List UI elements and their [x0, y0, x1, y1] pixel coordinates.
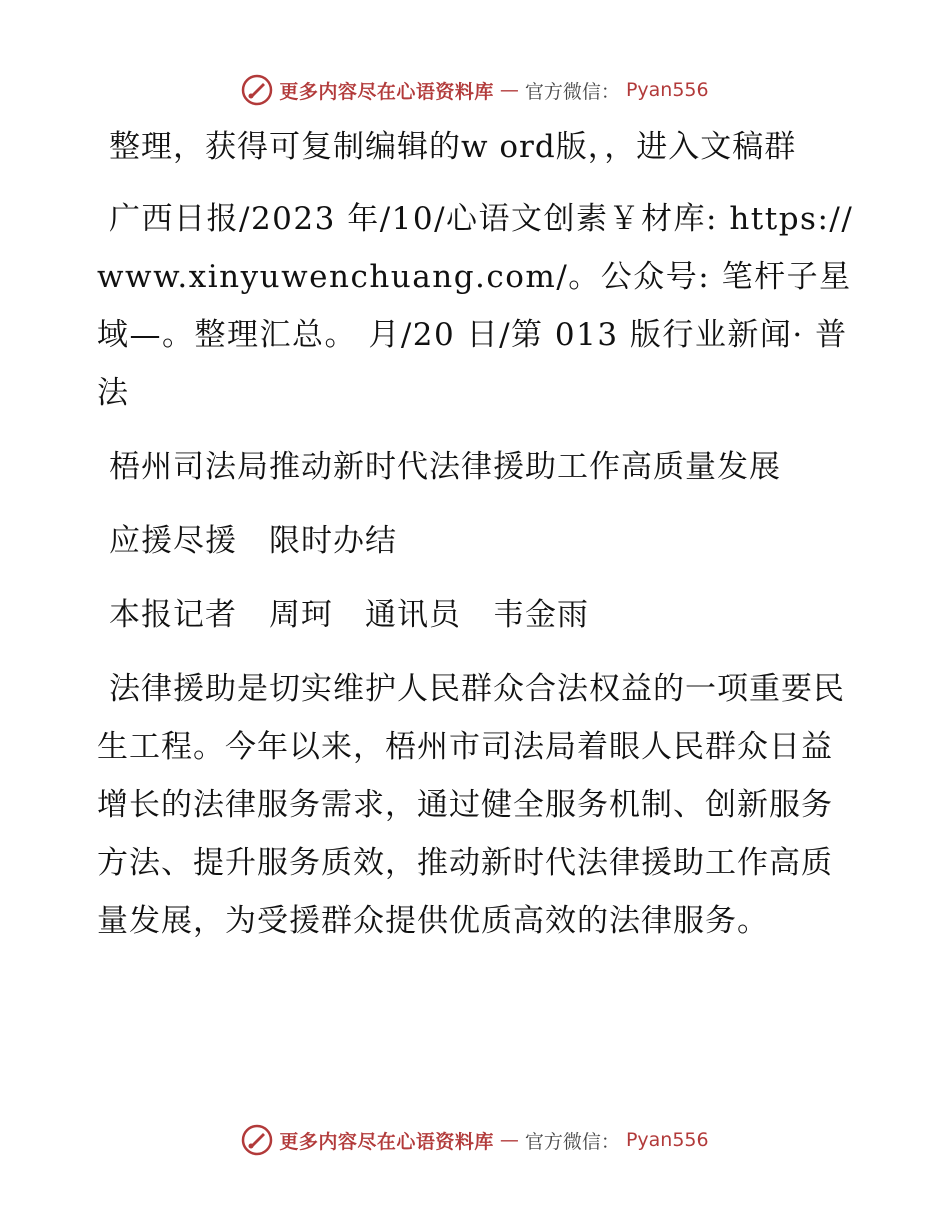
article-byline: 本报记者 周珂 通讯员 韦金雨: [109, 597, 589, 633]
banner-wechat-id: Pyan556: [625, 1129, 709, 1151]
brush-logo-icon: [241, 74, 273, 106]
banner-text: 更多内容尽在心语资料库: [279, 1130, 494, 1153]
footer-watermark-banner: [0, 1120, 950, 1160]
banner-text: 更多内容尽在心语资料库: [279, 80, 494, 103]
source-paragraph: 广西日报/2023 年/10/心语文创素￥材库: https://www.xinyuwenchuang.com/。公众号: 笔杆子星域—。整理汇总。 月/20 日/第 013 版行业新闻· 普法: [97, 201, 854, 411]
intro-paragraph: 整理，获得可复制编辑的w ord版，，进入文稿群: [109, 129, 797, 165]
document-body: [97, 118, 857, 966]
banner-wechat-label: 官方微信：: [524, 1130, 620, 1153]
banner-separator: —: [499, 79, 519, 101]
banner-separator: —: [499, 1129, 519, 1151]
header-watermark-banner: [0, 70, 950, 110]
banner-wechat-label: 官方微信：: [524, 80, 620, 103]
brush-logo-icon: [241, 1124, 273, 1156]
article-subheadline: 应援尽援 限时办结: [109, 523, 397, 559]
article-headline: 梧州司法局推动新时代法律援助工作高质量发展: [109, 449, 781, 485]
article-body-paragraph: 法律援助是切实维护人民群众合法权益的一项重要民生工程。今年以来，梧州市司法局着眼人民群众日益增长的法律服务需求，通过健全服务机制、创新服务方法、提升服务质效，推动新时代法律援助工作高质量发展，为受援群众提供优质高效的法律服务。: [97, 671, 845, 939]
banner-wechat-id: Pyan556: [625, 79, 709, 101]
